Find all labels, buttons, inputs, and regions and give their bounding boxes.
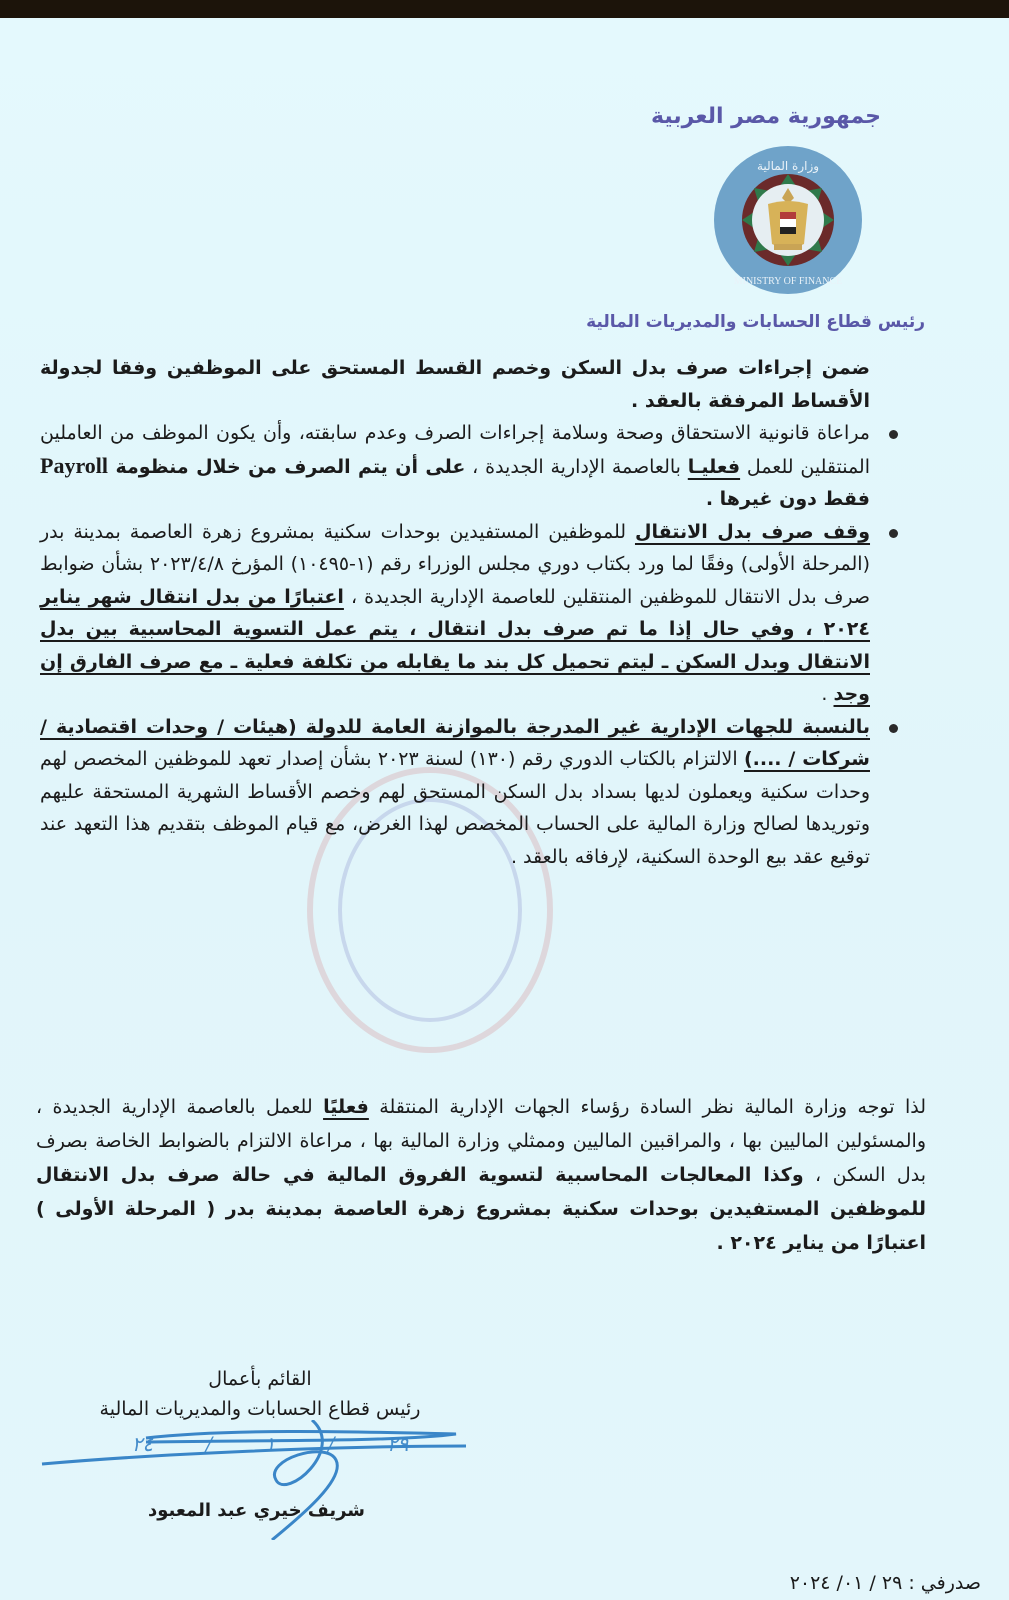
bullet-text: مراعاة قانونية الاستحقاق وصحة وسلامة إجراءات الصرف وعدم سابقته، وأن يكون الموظف من العاملين المنتقلين للعمل [40, 422, 870, 478]
issue-date-value: ٢٩ / ٠١/ ٢٠٢٤ [789, 1572, 903, 1594]
closing-text: لذا توجه وزارة المالية نظر السادة رؤساء الجهات الإدارية المنتقلة [368, 1096, 927, 1118]
bullet-item [40, 516, 870, 711]
top-bar [0, 0, 1009, 18]
bullet-emphasis: فعليـا [687, 455, 741, 478]
bullet-emphasis: بالنسبة للجهات الإدارية غير المدرجة بالموازنة العامة للدولة (هيئات / وحدات اقتصادية / شركات / ....) [40, 715, 870, 770]
signer-name: شريف خيري عبد المعبود [148, 1500, 365, 1521]
signature-acting: القائم بأعمال [208, 1368, 312, 1390]
bullet-text: بالعاصمة الإدارية الجديدة ، [465, 455, 688, 478]
handwritten-date: ٢٩ / ١ / ٢٤ [131, 1432, 409, 1456]
seal-arabic-text: وزارة المالية [756, 159, 820, 173]
closing-emphasis: وكذا المعالجات المحاسبية لتسوية الفروق المالية في حالة صرف بدل الانتقال للموظفين المستفيدين بوحدات سكنية بمشروع زهرة العاصمة بمدينة بدر ( المرحلة الأولى ) اعتبارًا من يناير ٢٠٢٤ . [36, 1164, 926, 1254]
bullet-emphasis: فقط دون غيرها . [705, 488, 870, 510]
payroll-term: Payroll [40, 452, 109, 478]
header-republic: جمهورية مصر العربية [651, 104, 881, 129]
closing-paragraph [36, 1090, 926, 1260]
signature-block [40, 1364, 480, 1424]
closing-text: للعمل بالعاصمة الإدارية الجديدة ، والمسئولين الماليين بها ، والمراقبين الماليين وممثلي وزارة المالية بها ، مراعاة الالتزام بالضوابط الخاصة بصرف بدل السكن ، [36, 1096, 926, 1186]
letter-body [40, 352, 870, 873]
ministry-of-finance-seal [712, 144, 864, 296]
bullet-text: للموظفين المستفيدين بوحدات سكنية بمشروع زهرة العاصمة بمدينة بدر (المرحلة الأولى) وفقًا لما ورد بكتاب دوري مجلس الوزراء رقم (١-١٠٤٩٥) المؤرخ ٢٠٢٣/٤/٨ بشأن ضوابط صرف بدل الانتقال للموظفين المنتقلين للعاصمة الإدارية الجديدة ، [40, 520, 871, 608]
seal-english-text: MINISTRY OF FINANCE [733, 276, 843, 287]
handwritten-signature [36, 1420, 476, 1540]
bullet-dot [889, 430, 898, 439]
bullet-emphasis: على أن يتم الصرف من خلال منظومة [108, 455, 466, 478]
issue-date [790, 1572, 981, 1594]
bullet-dot [889, 724, 898, 733]
issue-label: صدرفي : [908, 1572, 981, 1594]
bullet-dot [889, 529, 898, 538]
header-department: رئيس قطاع الحسابات والمديريات المالية [586, 312, 925, 332]
bullet-text: الالتزام بالكتاب الدوري رقم (١٣٠) لسنة ٢٠٢٣ بشأن إصدار تعهد للموظفين المخصص لهم وحدات سكنية ويعملون لديها بسداد بدل السكن المستحق لهم وخصم الأقساط الشهرية المستحقة عليهم وتوريدها لصالح وزارة المالية على الحساب المخصص لهذا الغرض، مع قيام الموظف بتقديم هذا التعهد عند توقيع عقد بيع الوحدة السكنية، لإرفاقه بالعقد . [40, 748, 870, 868]
closing-emphasis: فعليًا [323, 1096, 369, 1118]
bullet-text: . [821, 683, 834, 705]
bullet-emphasis: اعتبارًا من بدل انتقال شهر يناير ٢٠٢٤ ، وفي حال إذا ما تم صرف بدل انتقال ، يتم عمل التسوية المحاسبية بين بدل الانتقال وبدل السكن ـ ليتم تحميل كل بند ما يقابله من تكلفة فعلية ـ مع صرف الفارق إن وجد [40, 585, 870, 705]
bullet-item [40, 711, 870, 874]
bullet-item [40, 417, 870, 516]
bullet-emphasis: وقف صرف بدل الانتقال [634, 520, 871, 543]
intro-paragraph: ضمن إجراءات صرف بدل السكن وخصم القسط المستحق على الموظفين وفقا لجدولة الأقساط المرفقة بالعقد . [40, 357, 870, 412]
signature-title: رئيس قطاع الحسابات والمديريات المالية [99, 1398, 421, 1420]
